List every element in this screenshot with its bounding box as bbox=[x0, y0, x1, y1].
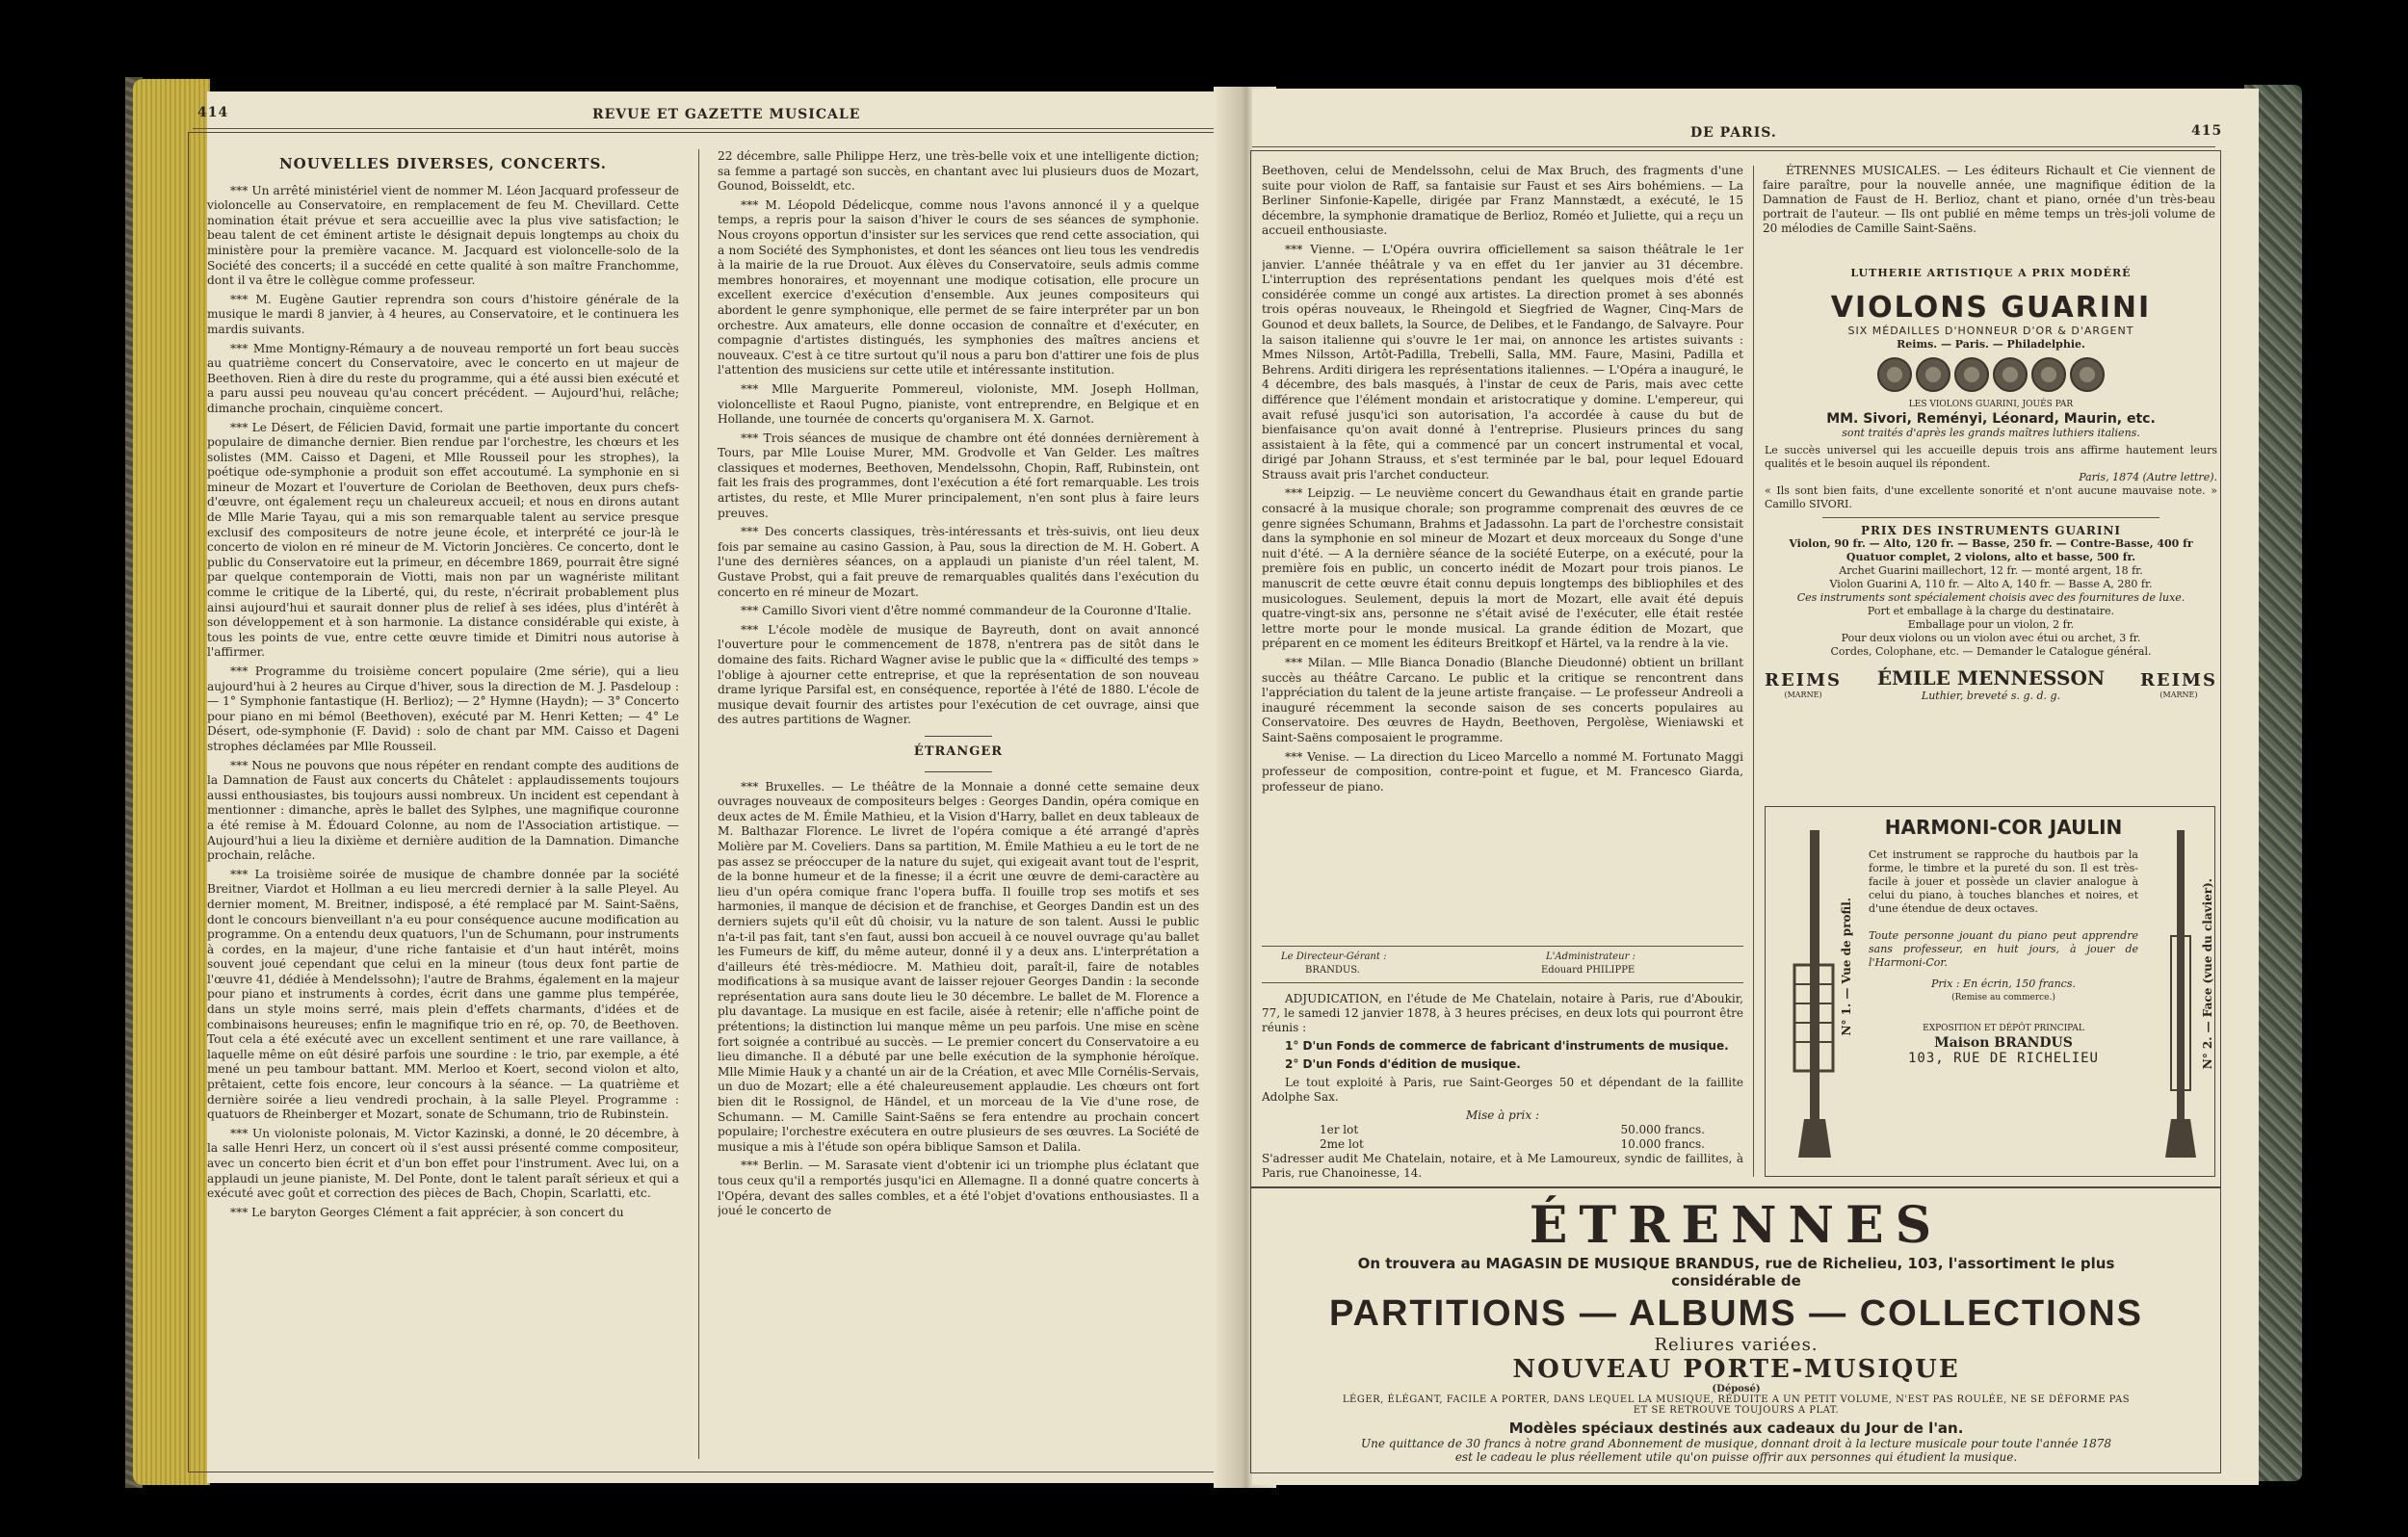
right-running-head: DE PARIS. bbox=[1690, 125, 1777, 141]
left-running-head: REVUE ET GAZETTE MUSICALE bbox=[592, 107, 861, 122]
rule bbox=[1262, 982, 1743, 983]
harmoni-price-note: (Remise au commerce.) bbox=[1951, 993, 2055, 1003]
paragraph: *** Le baryton Georges Clément a fait apprécier, à son concert du bbox=[230, 1205, 624, 1219]
harmoni-expo: EXPOSITION ET DÉPÔT PRINCIPAL bbox=[1923, 1024, 2084, 1033]
etrennes-top-rule bbox=[1250, 1186, 2221, 1189]
medal-icon bbox=[2070, 357, 2105, 392]
mise-2-value: 10.000 francs. bbox=[1620, 1137, 1705, 1151]
etrennes-depose: (Déposé) bbox=[1712, 1384, 1761, 1394]
mennesson-row bbox=[1765, 666, 2217, 703]
guarini-medals-text: SIX MÉDAILLES D'HONNEUR D'OR & D'ARGENT bbox=[1847, 325, 2134, 337]
etrennes-desc-2: ET SE RETROUVE TOUJOURS A PLAT. bbox=[1633, 1405, 1840, 1416]
paragraph: *** Mme Montigny-Rémaury a de nouveau remporté un fort beau succès au quatrième concert du Conservatoire, avec le concerto en ut majeur de Beethoven. Rien à dire du reste du programme, qui a été aussi bien exécuté et a paru aussi peu nouveau qu'au concert précédent. — Aujourd'hui, relâche; dimanche prochain, cinquième concert. bbox=[207, 341, 679, 415]
paragraph: *** Mlle Marguerite Pommereul, violoniste, MM. Joseph Hollman, violoncelliste et Raoul Pugno, pianiste, vont entreprendre, en Belgique et en Hollande, une tournée de concerts qu'organisera M. X. Garnot. bbox=[718, 381, 1199, 427]
left-page-number: 414 bbox=[197, 105, 229, 120]
left-column-2 bbox=[718, 149, 1199, 1459]
left-page bbox=[197, 91, 1238, 1483]
etrennes-advertisement bbox=[1252, 1196, 2220, 1464]
shipping-line-4: Cordes, Colophane, etc. — Demander le Catalogue général. bbox=[1830, 645, 2152, 658]
prices-line-2: Quatuor complet, 2 violons, alto et basse, 500 fr. bbox=[1845, 551, 2136, 563]
adjudication-text: ADJUDICATION, en l'étude de Me Chatelain, notaire à Paris, rue d'Aboukir, 77, le samedi 12 janvier 1878, à 3 heures précises, en deux lots qui pourront être réunis : bbox=[1262, 992, 1743, 1034]
prices-line-4: Violon Guarini A, 110 fr. — Alto A, 140 fr. — Basse A, 280 fr. bbox=[1829, 578, 2153, 590]
etrennes-big-line: PARTITIONS — ALBUMS — COLLECTIONS bbox=[1329, 1293, 2143, 1334]
rule bbox=[1262, 946, 1743, 947]
reims-label: REIMS bbox=[2139, 670, 2217, 690]
paragraph: *** Venise. — La direction du Liceo Marcello a nommé M. Fortunato Maggi professeur de composition, contre-point et fugue, et M. Francesco Giarda, professeur de piano. bbox=[1262, 749, 1743, 794]
guarini-kicker: LUTHERIE ARTISTIQUE A PRIX MODÉRÉ bbox=[1850, 267, 2132, 279]
etrennes-line-1b: considérable de bbox=[1671, 1272, 1801, 1290]
prices-title: PRIX DES INSTRUMENTS GUARINI bbox=[1860, 524, 2122, 537]
admin-label: L'Administrateur : bbox=[1546, 951, 1636, 962]
paragraph: ÉTRENNES MUSICALES. — Les éditeurs Richault et Cie viennent de faire paraître, pour la nouvelle année, une magnifique édition de la Damnation de Faust de H. Berlioz, chant et piano, ornée d'un très-beau portrait de l'auteur. — Ils ont publié en même temps un très-joli volume de 20 mélodies de Camille Saint-Saëns. bbox=[1763, 164, 2215, 235]
paragraph: *** Milan. — Mlle Bianca Donadio (Blanche Dieudonné) obtient un brillant succès au théâtre Carcano. Le public et la critique se rencontrent dans l'appréciation du talent de la jeune artiste française. — Le professeur Andreoli a inauguré récemment la seconde saison de ses concerts populaires au Conservatoire. Des œuvres de Haydn, Beethoven, Pergolèse, Wieniawski et Saint-Saëns composaient le programme. bbox=[1262, 656, 1743, 744]
divider bbox=[925, 736, 992, 737]
front-caption: N° 2. — Face (vue du clavier). bbox=[2201, 878, 2214, 1070]
prices-line-5: Ces instruments sont spécialement choisis avec des fournitures de luxe. bbox=[1796, 591, 2186, 604]
harmoni-cor-profile-illustration bbox=[1787, 821, 1845, 1167]
medal-icon bbox=[1993, 357, 2028, 392]
harmoni-title: HARMONI-COR JAULIN bbox=[1884, 816, 2123, 839]
medal-icon bbox=[1916, 357, 1950, 392]
profile-caption: N° 1. — Vue de profil. bbox=[1840, 898, 1853, 1036]
guarini-cities: Reims. — Paris. — Philadelphie. bbox=[1897, 338, 2085, 351]
paragraph: *** Programme du troisième concert populaire (2me série), qui a lieu aujourd'hui à 2 heures au Cirque d'hiver, sous la direction de M. J. Pasdeloup : — 1° Symphonie fantastique (H. Berlioz); — 2° Hymne (Haydn); — 3° Concerto pour piano en mi bémol (Beethoven), exécuté par M. Henri Ketten; — 4° Le Désert, ode-symphonie (F. David) : solo de chant par MM. Caisso et Dageni strophes déclamées par Mlle Rousseil. bbox=[207, 664, 679, 753]
paragraph: 22 décembre, salle Philippe Herz, une très-belle voix et une intelligente diction; sa femme a partagé son succès, en chantant avec lui plusieurs duos de Mozart, Gounod, Boisseldt, etc. bbox=[718, 149, 1199, 194]
shipping-line-2: Emballage pour un violon, 2 fr. bbox=[1907, 618, 2075, 631]
admin-name: Edouard PHILIPPE bbox=[1541, 965, 1636, 976]
maker-name: ÉMILE MENNESSON bbox=[1876, 666, 2106, 690]
harmoni-maison: Maison BRANDUS bbox=[1934, 1035, 2073, 1051]
paragraph: *** Un violoniste polonais, M. Victor Kazinski, a donné, le 20 décembre, à la salle Henri Herz, un concert où il s'est aussi présenté comme compositeur, avec un concerto bien écrit et d'un bon effet pour l'instrument. Avec lui, on a applaudi un jeune pianiste, M. Del Ponte, dont le talent paraît sérieux et qui a exécuté avec goût et correction des pièces de Bach, Chopin, Scarlatti, etc. bbox=[207, 1126, 679, 1201]
etrennes-quittance-1: Une quittance de 30 francs à notre grand Abonnement de musique, donnant droit à la lecture musicale pour toute l'année 1878 bbox=[1361, 1437, 2111, 1450]
paragraph: *** M. Léopold Dédelicque, comme nous l'avons annoncé il y a quelque temps, a repris pour la saison d'hiver le cours de ses séances de symphonie. Nous croyons opportun d'insister sur les services que rend cette association, qui a nom Société des Symphonistes, et dont les séances ont lieu tous les vendredis à la mairie de la rue Drouot. Aux élèves du Conservatoire, seuls admis comme membres honoraires, et moyennant une modique cotisation, elle procure un excellent exercice d'exécution d'ensemble. Aux jeunes compositeurs qui abordent le genre symphonique, elle permet de se faire interpréter par un bon orchestre. Aux amateurs, elle donne occasion de connaître et d'exécuter, en compagnie d'artistes distingués, les symphonies des maîtres anciens et nouveaux. C'est à ce titre surtout qu'il nous a paru bon d'attirer une fois de plus l'attention des musiciens sur cette utile et intéressante institution. bbox=[718, 197, 1199, 378]
paragraph: *** Le Désert, de Félicien David, formait une partie importante du concert populaire de dimanche dernier. Bien rendue par l'orchestre, les chœurs et les solistes (MM. Caisso et Dageni, et Mlle Rousseil pour les strophes), la poétique ode-symphonie a produit son effet accoutumé. La symphonie en si mineur de Mozart et l'ouverture de Coriolan de Beethoven, deux purs chefs-d'œuvre, ont également reçu un chaleureux accueil; et nous en dirons autant de Mlle Marie Tayau, qui a mis son remarquable talent au service presque exclusif des compositeurs de notre jeune école, et interprété ce jour-là le concerto de violon en ré mineur de M. Victorin Joncières. Ce concerto, dont le public du Conservatoire eut la primeur, en décembre 1869, pourrait être signé par quelque contemporain de Viotti, mais non par un wagnériste militant comme le critique de la Liberté, qui, du reste, n'écrirait probablement plus ainsi aujourd'hui et saurait donner plus de relief à ses idées, plus d'intérêt à son développement et à son harmonie. La distance considérable qui existe, à tous les points de vue, entre cette œuvre timide et Dimitri nous autorise à l'affirmer. bbox=[207, 420, 679, 660]
paragraph: *** Des concerts classiques, très-intéressants et très-suivis, ont lieu deux fois par semaine au casino Gassion, à Pau, sous la direction de M. H. Gobert. A l'une des dernières séances, on a applaudi un pianiste d'un réel talent, M. Gustave Probst, qui a fait preuve de remarquables qualités dans l'exécution du concerto en ré mineur de Mozart. bbox=[718, 525, 1199, 599]
gerant-label: Le Directeur-Gérant : bbox=[1281, 951, 1387, 962]
right-page-number: 415 bbox=[2191, 123, 2223, 139]
paragraph: *** Trois séances de musique de chambre ont été données dernièrement à Tours, par Mlle Louise Murer, MM. Grodvolle et Van Gelder. Les maîtres classiques et modernes, Beethoven, Mendelssohn, Chopin, Raff, Rubinstein, ont fait les frais des programmes, dont l'exécution a été fort remarquable. Les trois artistes, du reste, et Mlle Murer principalement, n'en sont plus à faire leurs preuves. bbox=[718, 430, 1199, 520]
harmoni-cor-advertisement bbox=[1869, 816, 2138, 1066]
lot-2: 2° D'un Fonds d'édition de musique. bbox=[1285, 1057, 1521, 1071]
guarini-quote: « Ils sont bien faits, d'une excellente sonorité et n'ont aucune mauvaise note. » Camillo SIVORI. bbox=[1765, 484, 2217, 510]
section-title: NOUVELLES DIVERSES, CONCERTS. bbox=[278, 155, 608, 172]
harmoni-cor-front-illustration bbox=[2158, 821, 2206, 1167]
paragraph: *** Camillo Sivori vient d'être nommé commandeur de la Couronne d'Italie. bbox=[741, 604, 1191, 618]
etrennes-quittance-2: est le cadeau le plus réellement utile qu'on puisse offrir aux personnes qui étudient la musique. bbox=[1454, 1450, 2018, 1464]
adjudication-notice bbox=[1262, 992, 1743, 1185]
paragraph: *** Berlin. — M. Sarasate vient d'obtenir ici un triomphe plus éclatant que tous ceux qu'il a remportés jusqu'ici en Allemagne. Il a donné quatre concerts à l'Opéra, devant des salles combles, et a été l'objet d'ovations enthousiastes. Il a joué le concerto de bbox=[718, 1159, 1199, 1218]
guarini-advertisement bbox=[1765, 267, 2217, 796]
right-column-1 bbox=[1262, 164, 1743, 944]
right-page bbox=[1252, 89, 2259, 1485]
mise-row-1 bbox=[1262, 1123, 1743, 1137]
marne-label: (MARNE) bbox=[1784, 690, 1822, 699]
paragraph: *** M. Eugène Gautier reprendra son cours d'histoire générale de la musique le mardi 8 janvier, à 4 heures, au Conservatoire, et le continuera les mardis suivants. bbox=[207, 292, 679, 336]
guarini-text: Le succès universel qui les accueille depuis trois ans affirme hautement leurs qualités et le besoin auquel ils répondent. bbox=[1765, 444, 2217, 470]
paragraph: *** Nous ne pouvons que nous répéter en rendant compte des auditions de la Damnation de Faust aux concerts du Châtelet : applaudissements toujours aussi enthousiastes, bis toujours aussi nombreux. Un incident est cependant à mentionner : dimanche, après le ballet des Sylphes, une magnifique couronne a été remise à M. Édouard Colonne, au nom de l'Association artistique. — Aujourd'hui a lieu la dixième et dernière audition de la Damnation. Dimanche prochain, relâche. bbox=[207, 758, 679, 863]
reims-right bbox=[2140, 670, 2217, 699]
prices-line-3: Archet Guarini maillechort, 12 fr. — monté argent, 18 fr. bbox=[1839, 564, 2143, 577]
reims-left bbox=[1765, 670, 1842, 699]
maker-brevet: Luthier, breveté s. g. d. g. bbox=[1921, 690, 2061, 702]
etranger-title: ÉTRANGER bbox=[913, 743, 1004, 759]
shipping-line-3: Pour deux violons ou un violon avec étui ou archet, 3 fr. bbox=[1841, 632, 2141, 644]
medal-icon bbox=[2031, 357, 2066, 392]
harmoni-text-2: Toute personne jouant du piano peut apprendre sans professeur, en huit jours, à jouer de l'Harmoni-Cor. bbox=[1869, 929, 2138, 969]
paragraph: *** Bruxelles. — Le théâtre de la Monnaie a donné cette semaine deux ouvrages nouveaux de compositeurs belges : Georges Dandin, opéra comique en deux actes de M. Émile Mathieu, et la Vision d'Harry, ballet en deux tableaux de M. Balthazar Florence. Le livret de l'opéra comique a été arrangé d'après Molière par M. Coveliers. Dans sa partition, M. Émile Mathieu a eu le tort de ne pas assez se préoccuper de la nature du sujet, qui exigeait avant tout de l'esprit, de la bonne humeur et de la finesse; il a écrit une œuvre de demi-caractère au lieu d'un opéra comique franc l'opera buffa. Il fouille trop ses motifs et ses harmonies, il manque de décision et de franchise, et Georges Dandin est un des derniers sujets qu'il eût dû choisir, vu la nature de son talent. Aussi le public n'a-t-il pas fait, tant s'en faut, aussi bon accueil à ce nouvel ouvrage qu'au ballet les Fumeurs de kiff, du même auteur, donné il y a deux ans. L'interprétation a d'ailleurs été très-médiocre. M. Mathieu doit, paraît-il, faire de notables modifications à sa musique avant de laisser rejouer Georges Dandin : la seconde représentation aura sans doute lieu le 30 décembre. Le ballet de M. Florence a plu davantage. La musique en est facile, aisée à retenir; elle n'affiche point de prétentions; la distinction lui manque même un peu parfois. Une mise en scène fort soignée a contribué au succès. — Le premier concert du Conservatoire a eu lieu dimanche. Il a débuté par une belle exécution de la symphonie héroïque. Mlle Mimie Hauk y a chanté un air de la Création, et avec Mlle Cornélis-Servais, un duo de Mozart; elle a été chaleureusement applaudie. Les chœurs ont fort bien dit le Rossignol, de Händel, et un morceau de la Vie d'une rose, de Schumann. — M. Camille Saint-Saëns se fera entendre au prochain concert populaire; l'orchestre exécutera en outre plusieurs de ses œuvres. La Société de musique a mis à l'étude son opéra biblique Samson et Dalila. bbox=[718, 779, 1199, 1154]
etrennes-desc-1: LÉGER, ÉLÉGANT, FACILE A PORTER, DANS LEQUEL LA MUSIQUE, RÉDUITE A UN PETIT VOLUME, N'EST PAS ROULÉE, NE SE DÉFORME PAS bbox=[1342, 1394, 2131, 1405]
harmoni-price: Prix : En écrin, 150 francs. bbox=[1931, 977, 2076, 990]
harmoni-address: 103, RUE DE RICHELIEU bbox=[1907, 1051, 2099, 1066]
mise-1-label: 1er lot bbox=[1320, 1123, 1359, 1136]
paragraph: *** L'école modèle de musique de Bayreuth, dont on avait annoncé l'ouverture pour le commencement de 1878, n'entrera pas de sitôt dans le domaine des faits. Richard Wagner avise le public que la « difficulté des temps » l'oblige à ajourner cette entreprise, et que la représentation de son nouveau drame lyrique Parsifal est, en conséquence, reportée à l'été de 1880. L'école de musique devait fournir des artistes pour l'exécution de cet ouvrage, ainsi que des autres partitions de Wagner. bbox=[718, 622, 1199, 727]
shipping-line-1: Port et emballage à la charge du destinataire. bbox=[1867, 605, 2115, 617]
header-rule bbox=[1252, 146, 2215, 147]
mise-label: Mise à prix : bbox=[1465, 1108, 1540, 1122]
etrennes-title: ÉTRENNES bbox=[1529, 1196, 1944, 1255]
guarini-place: Paris, 1874 (Autre lettre). bbox=[2079, 471, 2217, 483]
paragraph: *** Vienne. — L'Opéra ouvrira officiellement sa saison théâtrale le 1er janvier. L'année théâtrale y va en effet du 1er janvier au 31 décembre. L'interruption des représentations pendant les quelques mois d'été est considérée comme un congé aux artistes. La direction promet à ses abonnés trois opéras nouveaux, le Rheingold et Siegfried de Wagner, Cinq-Mars de Gounod et deux ballets, la Source, de Delibes, et le Fandango, de Salvayre. Pour la saison italienne qui s'ouvre le 1er mai, on annonce les artistes suivants : Mmes Nilsson, Artôt-Padilla, Trebelli, Salla, MM. Faure, Masini, Padilla et Behrens. Arditi dirigera les représentations italiennes. — L'Opéra a inauguré, le 4 décembre, des bals masqués, à l'instar de ceux de Paris, mais avec cette différence que l'élément mondain et aristocratique y domine. L'empereur, qui avait refusé jusqu'ici son autorisation, l'a accordée à cause du but de bienfaisance qu'on avait donné à l'entreprise. Plusieurs princes du sang assistaient à la fête, qui a commencé par un concert instrumental et vocal, dirigé par Johann Strauss, et s'est terminée par le bal, pour lequel Edouard Strauss avait pris l'archet conducteur. bbox=[1262, 242, 1743, 482]
adjudication-text-3: S'adresser audit Me Chatelain, notaire, et à Me Lamoureux, syndic de faillites, à Paris, rue Chanoinesse, 14. bbox=[1262, 1152, 1743, 1180]
reims-label: REIMS bbox=[1765, 670, 1843, 690]
left-column-1 bbox=[207, 149, 679, 1459]
column-separator bbox=[698, 149, 699, 1459]
mise-2-label: 2me lot bbox=[1320, 1137, 1364, 1151]
medal-icon bbox=[1954, 357, 1989, 392]
etrennes-line-1a: On trouvera au MAGASIN DE MUSIQUE BRANDUS, rue de Richelieu, 103, l'assortiment le plus bbox=[1357, 1255, 2115, 1272]
etrennes-musicales-notice bbox=[1763, 164, 2215, 250]
guarini-title: VIOLONS GUARINI bbox=[1830, 291, 2152, 325]
lot-1: 1° D'un Fonds de commerce de fabricant d'instruments de musique. bbox=[1285, 1039, 1729, 1053]
guarini-played-by: LES VIOLONS GUARINI, JOUÉS PAR bbox=[1908, 400, 2074, 409]
paragraph: *** Un arrêté ministériel vient de nommer M. Léon Jacquard professeur de violoncelle au Conservatoire, en remplacement de feu M. Chevillard. Cette nomination était prévue et sera accueillie avec la plus vive satisfaction; le beau talent de cet éminent artiste le désignait depuis longtemps au choix du ministère pour la première vacance. M. Jacquard est violoncelle-solo de la Société des concerts; il a succédé en cette qualité à son maître Franchomme, dont il va être le collègue comme professeur. bbox=[207, 183, 679, 288]
marne-label: (MARNE) bbox=[2159, 690, 2198, 699]
mise-1-value: 50.000 francs. bbox=[1620, 1123, 1705, 1136]
maker-block bbox=[1877, 666, 2105, 703]
paragraph: *** Leipzig. — Le neuvième concert du Gewandhaus était en grande partie consacré à la musique chorale; son programme comprenait des œuvres de ce genre signées Schumann, Brahms et Jadassohn. La part de l'orchestre consistait dans la symphonie en sol mineur de Mozart et deux morceaux du Songe d'une nuit d'été. — A la dernière séance de la société Euterpe, on a exécuté, pour la première fois en public, un concerto inédit de Mozart pour trois pianos. Le manuscrit de cette œuvre était connu depuis longtemps des bibliophiles et des musicologues. Seulement, depuis la mort de Mozart, elle avait été depuis quatre-vingt-six ans, personne ne s'était avisé de l'exécuter, elle était restée lettre morte pour le monde musical. La grande édition de Mozart, que préparent en ce moment les éditeurs Breitkopf et Härtel, va la rendre à la vie. bbox=[1262, 486, 1743, 651]
divider bbox=[925, 771, 992, 772]
mise-row-2 bbox=[1262, 1137, 1743, 1152]
etrennes-reliures: Reliures variées. bbox=[1654, 1335, 1819, 1355]
medals-illustration bbox=[1765, 357, 2217, 392]
column-separator bbox=[1753, 166, 1754, 1177]
header-rule bbox=[193, 128, 1233, 129]
guarini-players: MM. Sivori, Reményi, Léonard, Maurin, etc. bbox=[1826, 411, 2156, 427]
harmoni-text: Cet instrument se rapproche du hautbois par la forme, le timbre et la pureté du son. Il est très-facile à jouer et possède un clavier analogue à celui du piano, à touches blanches et noires, et d'une étendue de deux octaves. bbox=[1869, 848, 2138, 915]
etrennes-porte-musique: NOUVEAU PORTE-MUSIQUE bbox=[1512, 1355, 1960, 1384]
prices-line-1: Violon, 90 fr. — Alto, 120 fr. — Basse, 250 fr. — Contre-Basse, 400 fr bbox=[1789, 537, 2193, 550]
etrennes-models: Modèles spéciaux destinés aux cadeaux du Jour de l'an. bbox=[1508, 1420, 1964, 1437]
adjudication-text-2: Le tout exploité à Paris, rue Saint-Georges 50 et dépendant de la faillite Adolphe Sax. bbox=[1262, 1076, 1743, 1104]
paragraph: *** La troisième soirée de musique de chambre donnée par la société Breitner, Viardot et Hollman a eu lieu mercredi dernier à la salle Pleyel. Au dernier moment, M. Breitner, indisposé, a été remplacé par M. Saint-Saëns, dont le concours bienveillant n'a eu pour conséquence aucune modification au programme. On a entendu deux quatuors, l'un de Schumann, pour instruments à cordes, en la majeur, d'une riche fantaisie et d'un haut intérêt, moins souvent joué cependant que celui en la mineur (tous deux font partie de l'œuvre 41, dédiée à Mendelssohn); l'autre de Brahms, également en la majeur pour piano et instruments à cordes, écrit dans une gamme plus tempérée, dans un style moins serré, mais plein d'effets charmants, d'idées et de combinaisons heureuses; enfin le magnifique trio en ré, op. 70, de Beethoven. Tout cela a été exécuté avec un excellent sentiment et une rare vaillance, à laquelle même on eût désiré parfois une sourdine : le trio, par exemple, a été mené un peu tambour battant. MM. Merloo et Koert, second violon et alto, prêtaient, cette fois encore, leur concours à la séance. — La quatrième et dernière soirée a lieu vendredi prochain, à la salle Pleyel. Programme : quatuors de Rheinberger et Mozart, sonate de Schumann, trio de Rubinstein. bbox=[207, 867, 679, 1122]
rule bbox=[1822, 517, 2159, 518]
paragraph: Beethoven, celui de Mendelssohn, celui de Max Bruch, des fragments d'une suite pour violon de Raff, sa fantaisie sur Faust et ses Airs bohémiens. — La Berliner Sinfonie-Kapelle, dirigée par Franz Mannstædt, a exécuté, le 15 décembre, la symphonie dramatique de Berlioz, Roméo et Juliette, qui a reçu un accueil enthousiaste. bbox=[1262, 164, 1743, 238]
guarini-players-note: sont traités d'après les grands maîtres luthiers italiens. bbox=[1842, 427, 2140, 439]
gerant-name: BRANDUS. bbox=[1305, 965, 1360, 976]
medal-icon bbox=[1877, 357, 1912, 392]
